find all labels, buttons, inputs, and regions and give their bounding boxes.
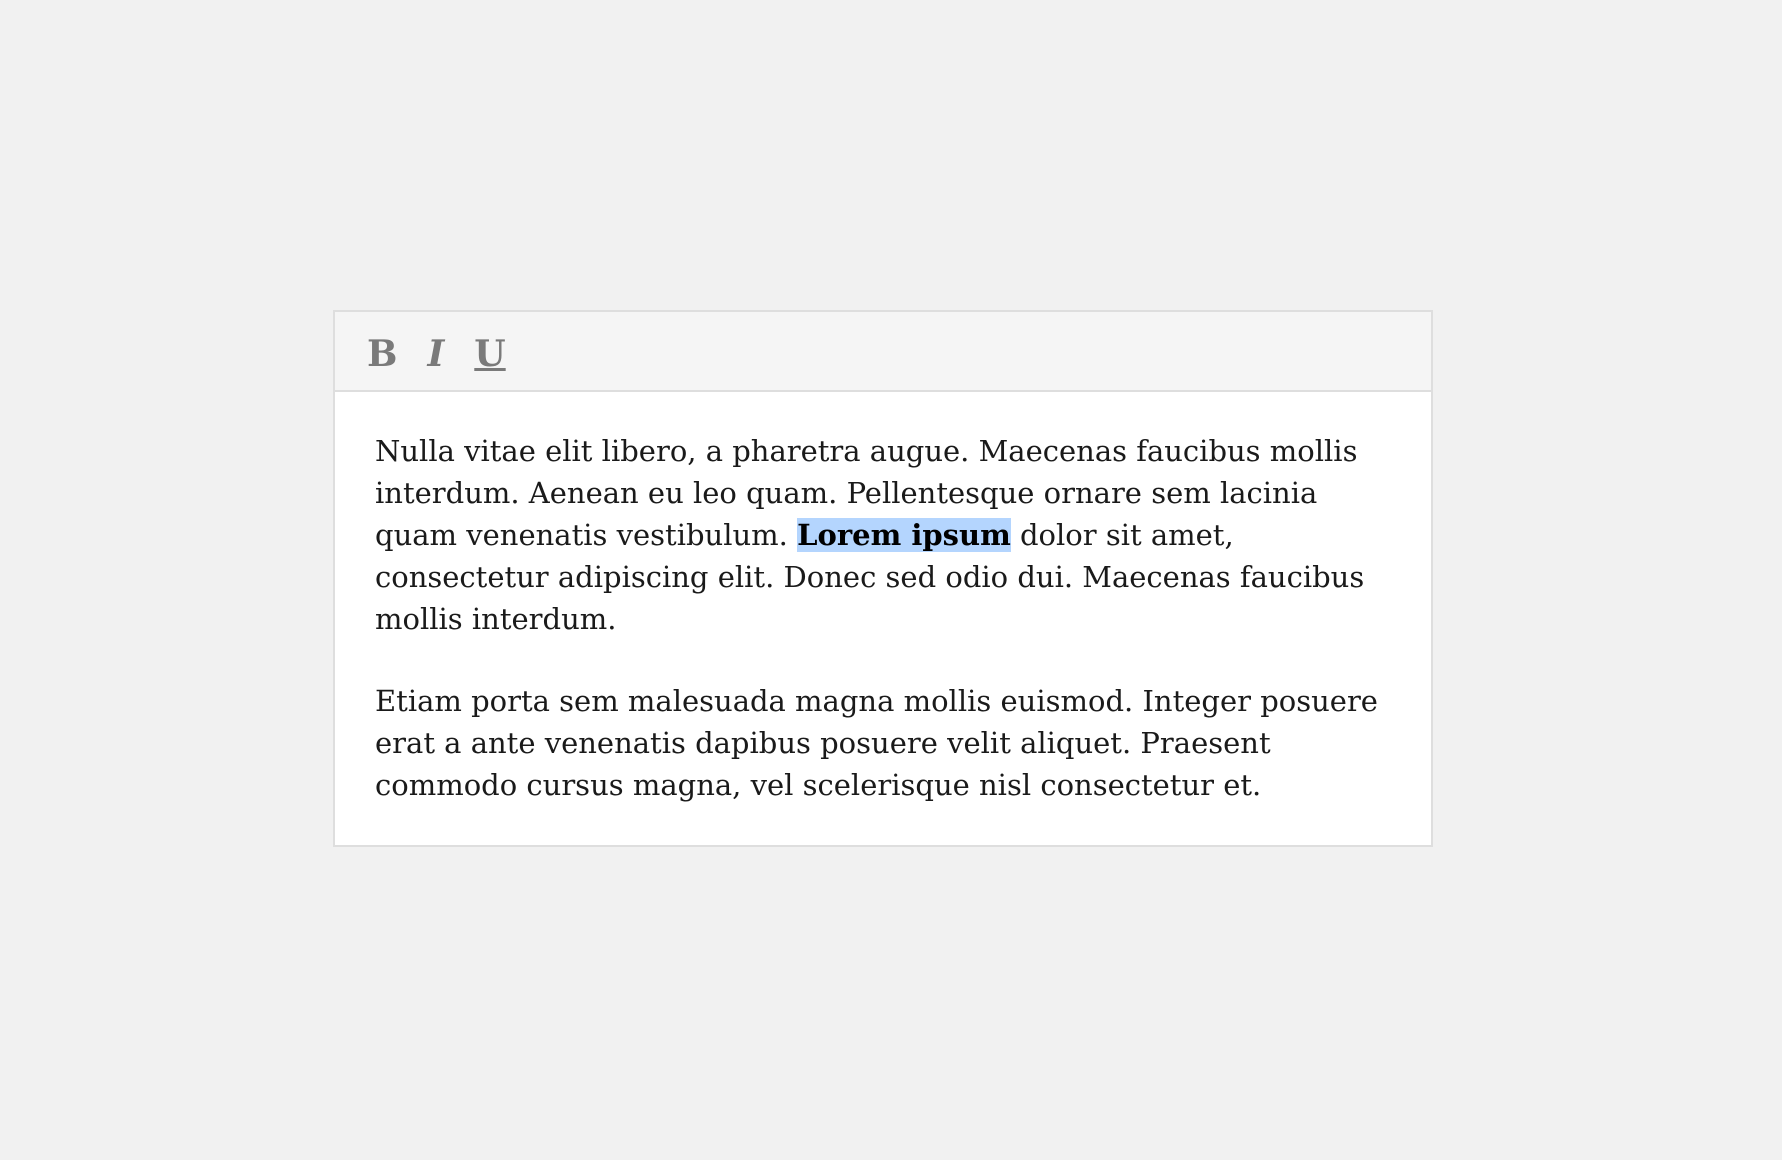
paragraph-2[interactable]: Etiam porta sem malesuada magna mollis euismod. Integer posuere erat a ante venenatis dapibus posuere velit aliquet. Praesent commodo cursus magna, vel scelerisque nisl consectetur et. xyxy=(375,684,1378,802)
italic-button[interactable]: I xyxy=(423,336,448,372)
editor-content[interactable] xyxy=(335,392,1431,806)
rich-text-editor xyxy=(333,310,1433,847)
paragraph-1-text-after: dolor sit amet, consectetur adipiscing elit. Donec sed odio dui. Maecenas faucibus mollis interdum. xyxy=(375,518,1365,636)
bold-button[interactable]: B xyxy=(363,336,401,372)
editor-toolbar xyxy=(335,312,1431,392)
paragraph-1[interactable] xyxy=(375,430,1391,640)
selected-text[interactable]: Lorem ipsum xyxy=(797,518,1011,552)
underline-button[interactable]: U xyxy=(470,336,509,372)
paragraph-1-text-before: Nulla vitae elit libero, a pharetra augue. Maecenas faucibus mollis interdum. Aenean eu leo quam. Pellentesque ornare sem lacinia quam venenatis vestibulum. xyxy=(375,434,1358,552)
